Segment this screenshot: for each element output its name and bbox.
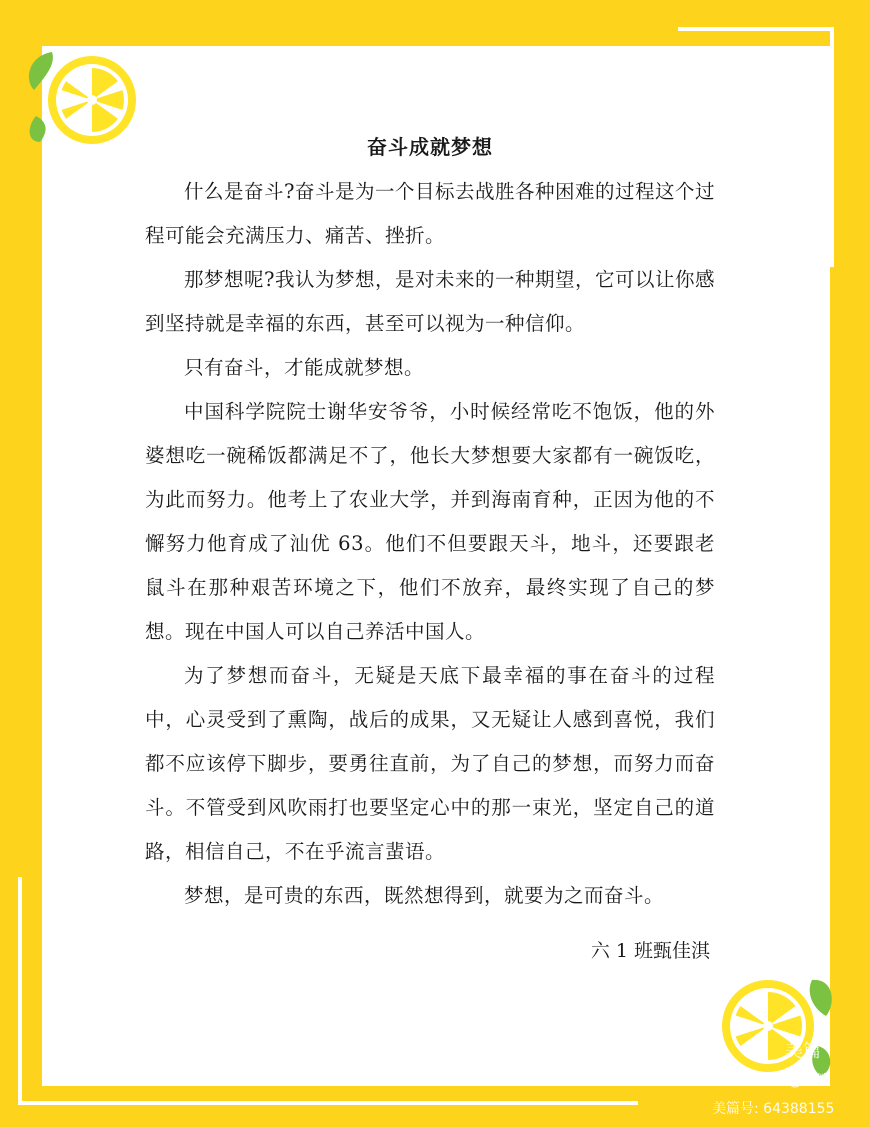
author-signature: 六 1 班甄佳淇 (590, 940, 710, 962)
frame-line-bottom (18, 1101, 638, 1105)
essay-paragraph: 中国科学院院士谢华安爷爷，小时候经常吃不饱饭，他的外婆想吃一碗稀饭都满足不了，他长大梦想要大家都有一碗饭吃，为此而努力。他考上了农业大学，并到海南育种，正因为他的不懈努力他育成了汕优 63。他们不但要跟天斗，地斗，还要跟老鼠斗在那种艰苦环境之下，他们不放弃，最终实现了自己的梦想。现在中国人可以自己养活中国人。 (145, 400, 715, 643)
essay-paragraph: 那梦想呢?我认为梦想，是对未来的一种期望，它可以让你感到坚持就是幸福的东西，甚至可以视为一种信仰。 (145, 268, 715, 335)
essay-body (145, 132, 715, 918)
essay-title: 奋斗成就梦想 (367, 135, 493, 159)
frame-line-right (830, 27, 834, 267)
essay-paragraph: 只有奋斗，才能成就梦想。 (184, 356, 425, 379)
watermark-logo: 美篇 (785, 1041, 821, 1062)
essay-paragraph: 什么是奋斗?奋斗是为一个目标去战胜各种困难的过程这个过程可能会充满压力、痛苦、挫折。 (145, 180, 715, 247)
lemon-slice-icon (22, 46, 146, 154)
lemon-slice-icon (708, 968, 838, 1086)
frame-line-left (18, 877, 22, 1105)
essay-paragraph: 为了梦想而奋斗，无疑是天底下最幸福的事在奋斗的过程中，心灵受到了熏陶，战后的成果，又无疑让人感到喜悦，我们都不应该停下脚步，要勇往直前，为了自己的梦想，而努力而奋斗。不管受到风吹雨打也要坚定心中的那一束光，坚定自己的道路，相信自己，不在乎流言蜚语。 (145, 664, 715, 863)
watermark-id: 美篇号: 64388155 (712, 1101, 835, 1117)
frame-line-top (678, 27, 834, 31)
essay-paragraph: 梦想，是可贵的东西，既然想得到，就要为之而奋斗。 (184, 884, 665, 907)
watermark-handle: @美篇 (788, 1073, 830, 1089)
